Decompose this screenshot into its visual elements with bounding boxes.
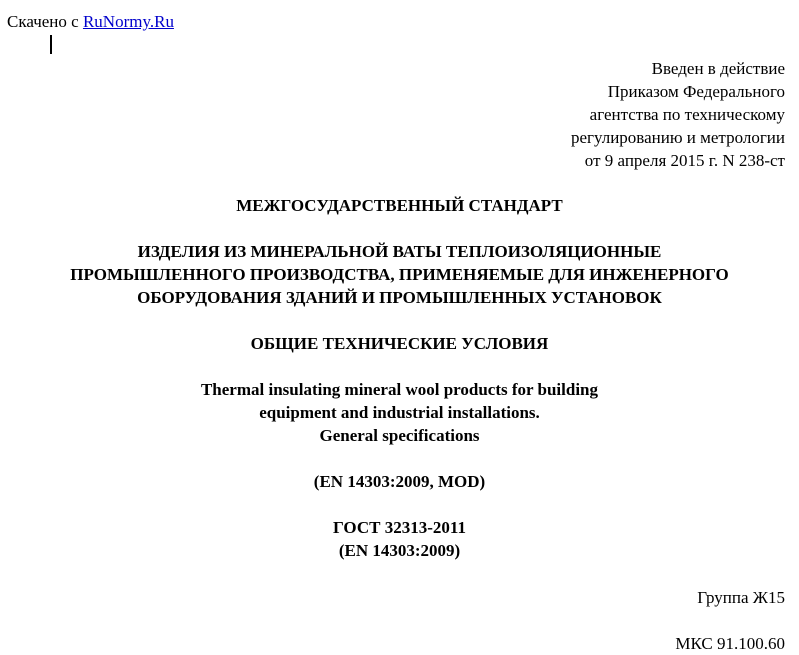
english-title-line: General specifications <box>319 426 480 445</box>
intro-line: от 9 апреля 2015 г. N 238-ст <box>584 151 785 170</box>
gost-designation <box>0 516 799 562</box>
source-link[interactable]: RuNormy.Ru <box>82 12 174 31</box>
source-prefix: Скачено с <box>7 12 79 31</box>
title-line: ПРОМЫШЛЕННОГО ПРОИЗВОДСТВА, ПРИМЕНЯЕМЫЕ ДЛЯ ИНЖЕНЕРНОГО <box>70 265 729 284</box>
standard-subtitle: ОБЩИЕ ТЕХНИЧЕСКИЕ УСЛОВИЯ <box>250 334 549 353</box>
text-cursor <box>50 35 52 54</box>
english-title <box>0 378 799 447</box>
intro-line: регулированию и метрологии <box>570 128 785 147</box>
english-title-line: Thermal insulating mineral wool products for building <box>200 380 599 399</box>
gost-en: (EN 14303:2009) <box>338 541 461 560</box>
standard-title <box>0 240 799 309</box>
group-code: Группа Ж15 <box>697 588 785 607</box>
gost-number: ГОСТ 32313-2011 <box>333 518 466 537</box>
source-line <box>7 10 174 33</box>
intro-line: Приказом Федерального <box>607 82 785 101</box>
introduction-note <box>571 57 785 172</box>
title-line: ИЗДЕЛИЯ ИЗ МИНЕРАЛЬНОЙ ВАТЫ ТЕПЛОИЗОЛЯЦИОННЫЕ <box>137 242 662 261</box>
title-line: ОБОРУДОВАНИЯ ЗДАНИЙ И ПРОМЫШЛЕННЫХ УСТАНОВОК <box>137 288 662 307</box>
mks-code: МКС 91.100.60 <box>675 634 785 653</box>
en-reference: (EN 14303:2009, MOD) <box>313 472 486 491</box>
intro-line: Введен в действие <box>651 59 785 78</box>
english-title-line: equipment and industrial installations. <box>259 403 540 422</box>
intro-line: агентства по техническому <box>589 105 785 124</box>
standard-heading: МЕЖГОСУДАРСТВЕННЫЙ СТАНДАРТ <box>236 196 563 215</box>
